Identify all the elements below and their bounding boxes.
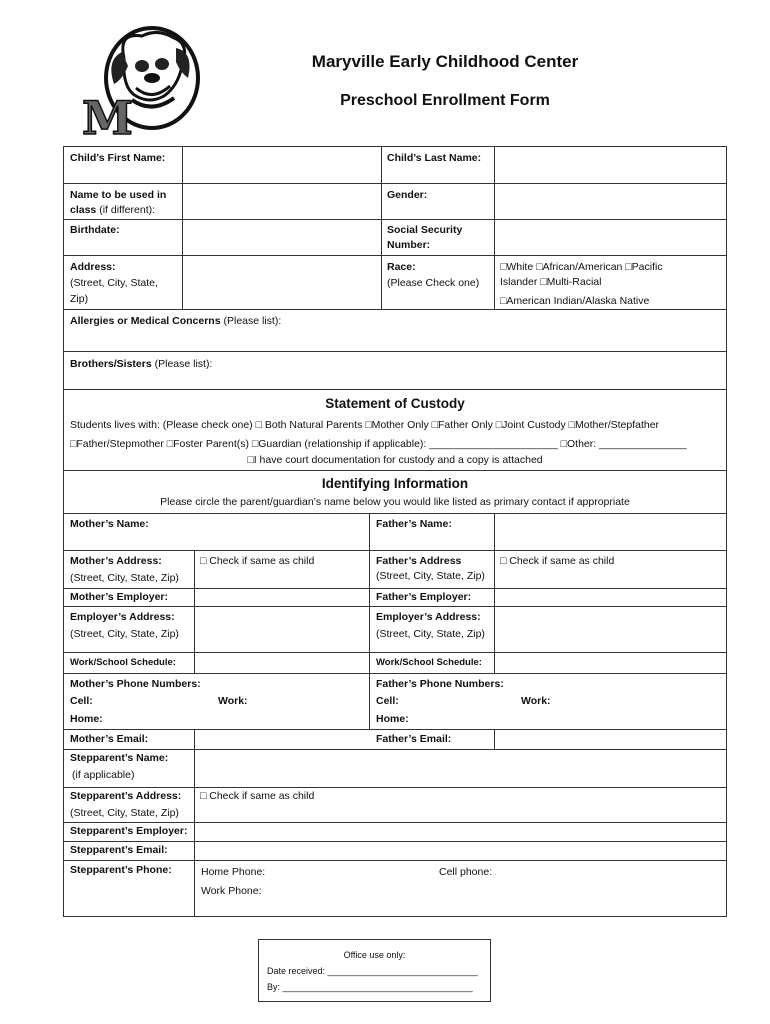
stepparent-email-label: Stepparent’s Email:	[70, 844, 168, 856]
race-option-line-2[interactable]: Islander □Multi-Racial	[500, 276, 602, 288]
father-cell-label: Cell:	[376, 695, 399, 707]
father-phones-label: Father’s Phone Numbers:	[376, 678, 504, 690]
race-label: Race:	[387, 261, 416, 273]
father-schedule-label: Work/School Schedule:	[376, 657, 482, 668]
father-address-label: Father’s Address	[376, 555, 462, 567]
mother-email-label: Mother’s Email:	[70, 733, 149, 745]
birthdate-label: Birthdate:	[70, 224, 120, 236]
stepparent-phone-label: Stepparent’s Phone:	[70, 864, 172, 876]
class-name-label-2: class (if different):	[70, 204, 156, 216]
mother-phones-label: Mother’s Phone Numbers:	[70, 678, 201, 690]
father-employer-address-label: Employer’s Address:	[376, 611, 481, 623]
gender-label: Gender:	[387, 189, 428, 201]
identifying-instruction: Please circle the parent/guardian’s name below you would like listed as primary contact if appropriate	[160, 496, 630, 508]
ssn-label-2: Number:	[387, 239, 431, 251]
office-use-box	[258, 939, 491, 1002]
mother-employer-label: Mother’s Employer:	[70, 591, 169, 603]
gender-field[interactable]	[495, 184, 725, 218]
race-option-line-1[interactable]: □White □African/American □Pacific	[500, 261, 663, 273]
office-by: By: ______________________________________	[267, 982, 473, 992]
stepparent-address-sub: (Street, City, State, Zip)	[70, 807, 179, 819]
identifying-heading: Identifying Information	[321, 476, 469, 491]
mother-same-as-child-checkbox[interactable]: □ Check if same as child	[200, 555, 315, 567]
school-logo	[78, 22, 202, 140]
stepparent-employer-label: Stepparent’s Employer:	[70, 825, 188, 837]
siblings-label: Brothers/Sisters (Please list):	[70, 358, 213, 370]
race-option-line-3[interactable]: □American Indian/Alaska Native	[500, 295, 650, 307]
enrollment-form	[63, 146, 727, 917]
class-name-label: Name to be used in	[70, 189, 167, 201]
svg-text:M: M	[82, 91, 133, 140]
father-same-as-child-checkbox[interactable]: □ Check if same as child	[500, 555, 615, 567]
mother-schedule-label: Work/School Schedule:	[70, 657, 176, 668]
mother-employer-address-sub: (Street, City, State, Zip)	[70, 628, 179, 640]
ssn-field[interactable]	[495, 220, 725, 254]
mother-address-sub: (Street, City, State, Zip)	[70, 572, 179, 584]
father-name-label: Father’s Name:	[376, 518, 452, 530]
stepparent-work-phone-label: Work Phone:	[201, 885, 262, 897]
ssn-label: Social Security	[387, 224, 463, 236]
class-name-field[interactable]	[183, 184, 380, 218]
mother-employer-address-label: Employer’s Address:	[70, 611, 175, 623]
stepparent-name-label: Stepparent’s Name:	[70, 752, 169, 764]
child-last-name-label: Child’s Last Name:	[387, 152, 482, 164]
address-sub-2: Zip)	[70, 293, 89, 305]
father-employer-address-sub: (Street, City, State, Zip)	[376, 628, 485, 640]
address-label: Address:	[70, 261, 116, 273]
stepparent-home-phone-label: Home Phone:	[201, 866, 266, 878]
stepparent-same-as-child-checkbox[interactable]: □ Check if same as child	[200, 790, 315, 802]
office-use-heading: Office use only:	[343, 950, 406, 960]
father-employer-label: Father’s Employer:	[376, 591, 472, 603]
address-sub-1: (Street, City, State,	[70, 277, 158, 289]
mother-address-label: Mother’s Address:	[70, 555, 162, 567]
father-home-label: Home:	[376, 713, 409, 725]
father-email-label: Father’s Email:	[376, 733, 452, 745]
custody-heading: Statement of Custody	[325, 396, 465, 411]
stepparent-name-note: (if applicable)	[72, 769, 135, 781]
child-first-name-field[interactable]	[183, 148, 380, 182]
office-date-received: Date received: ______________________________	[267, 966, 478, 976]
child-last-name-field[interactable]	[495, 148, 725, 182]
mother-home-label: Home:	[70, 713, 103, 725]
allergies-label: Allergies or Medical Concerns (Please list):	[70, 315, 282, 327]
mother-work-label: Work:	[218, 695, 248, 707]
form-org-title: Maryville Early Childhood Center	[311, 52, 579, 71]
mother-cell-label: Cell:	[70, 695, 93, 707]
child-first-name-label: Child’s First Name:	[70, 152, 166, 164]
custody-options-line-1[interactable]: Students lives with: (Please check one) □ Both Natural Parents □Mother Only □Father Only □Joint Custody □Mother/Stepfather	[70, 419, 660, 431]
custody-court-doc[interactable]: □I have court documentation for custody and a copy is attached	[247, 454, 543, 466]
father-work-label: Work:	[521, 695, 551, 707]
stepparent-address-label: Stepparent’s Address:	[70, 790, 182, 802]
race-note: (Please Check one)	[387, 277, 480, 289]
form-title: Preschool Enrollment Form	[340, 92, 550, 109]
father-address-sub: (Street, City, State, Zip)	[376, 570, 485, 582]
mother-name-label: Mother’s Name:	[70, 518, 149, 530]
custody-options-line-2[interactable]: □Father/Stepmother □Foster Parent(s) □Guardian (relationship if applicable): ______________________ □Other: _______________	[70, 438, 687, 450]
address-field[interactable]	[183, 256, 380, 308]
stepparent-cell-phone-label: Cell phone:	[439, 866, 493, 878]
birthdate-field[interactable]	[183, 220, 380, 254]
